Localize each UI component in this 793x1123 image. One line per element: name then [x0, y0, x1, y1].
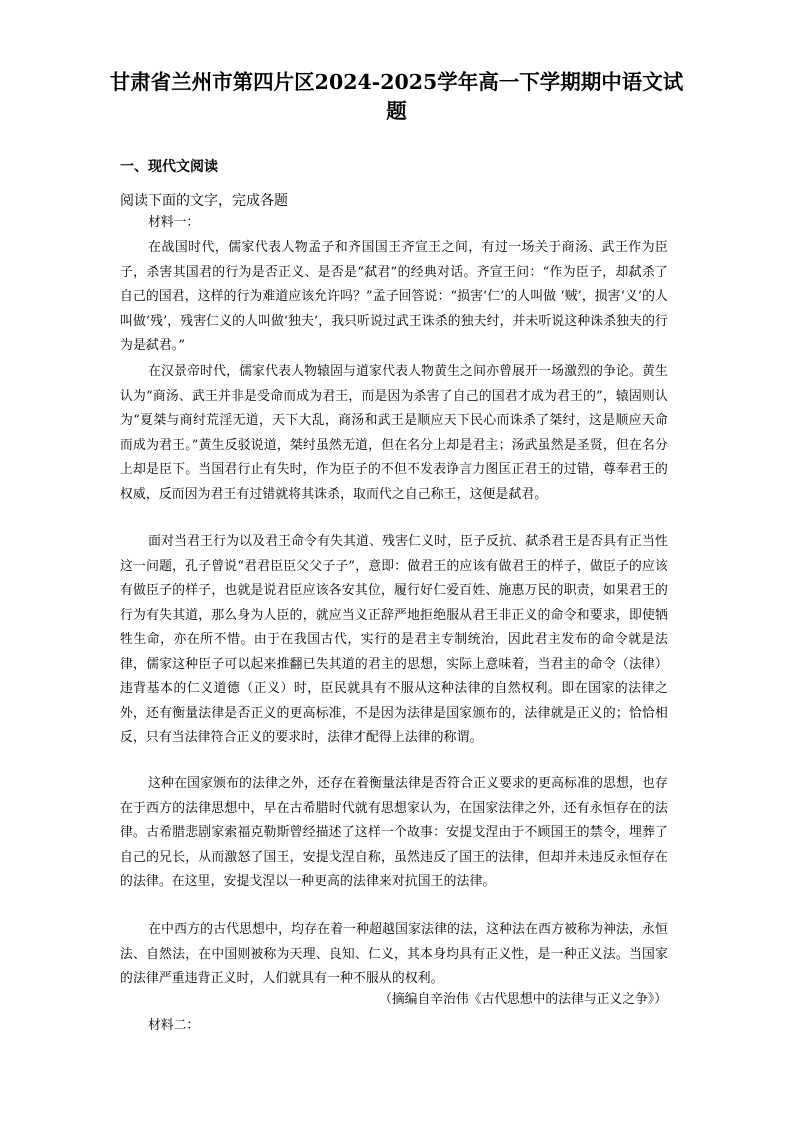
document-title: 甘肃省兰州市第四片区2024-2025学年高一下学期期中语文试题: [109, 70, 684, 123]
paragraph-5: 在中西方的古代思想中，均存在着一种超越国家法律的法，这种法在西方被称为神法，永恒法、自然法，在中国则被称为天理、良知、仁义，其本身均具有正义性，是一种正义法。当国家的法律严重违背正义时，人们就具有一种不服从的权利。: [120, 922, 668, 986]
paragraph-4: 这种在国家颁布的法律之外，还存在着衡量法律是否符合正义要求的更高标准的思想，也存在于西方的法律思想中，早在古希腊时代就有思想家认为，在国家法律之外，还有永恒存在的法律。古希腊悲剧家索福克勒斯曾经描述了这样一个故事：安提戈涅由于不顾国王的禁令，埋葬了自己的兄长，从而激怒了国王，安提戈涅自称，虽然违反了国王的法律，但却并未违反永恒存在的法律。在这里，安提戈涅以一种更高的法律来对抗国王的法律。: [120, 776, 668, 889]
paragraph-1: 在战国时代，儒家代表人物孟子和齐国国王齐宣王之间，有过一场关于商汤、武王作为臣子，杀害其国君的行为是否正义、是否是“弑君”的经典对话。齐宣王问：“作为臣子，却弑杀了自己的国君，这样的行为难道应该允许吗？”孟子回答说：“损害‘仁’的人叫做 ‘贼’，损害‘义’的人叫做‘残’，残害仁义的人叫做‘独夫’，我只听说过武王诛杀的独夫纣，并未听说这种诛杀独夫的行为是弑君。”: [120, 240, 668, 353]
paragraph-2: 在汉景帝时代，儒家代表人物辕固与道家代表人物黄生之间亦曾展开一场激烈的争论。黄生认为“商汤、武王并非是受命而成为君王，而是因为杀害了自己的国君才成为君王的”，辕固则认为“夏桀与商纣荒淫无道，天下大乱，商汤和武王是顺应天下民心而诛杀了桀纣，这是顺应天命而成为君王。”黄生反驳说道，桀纣虽然无道，但在名分上却是君主；汤武虽然是圣贤，但在名分上却是臣下。当国君行止有失时，作为臣子的不但不发表诤言力图匡正君王的过错，尊奉君王的权威，反而因为君王有过错就将其诛杀，取而代之自己称王，这便是弑君。: [120, 364, 668, 502]
source-citation: （摘编自辛治伟《古代思想中的法律与正义之争》）: [379, 992, 667, 1007]
section-heading: 一、现代文阅读: [120, 159, 218, 175]
material-two-label: 材料二：: [148, 1018, 200, 1033]
paragraph-3: 面对当君王行为以及君王命令有失其道、残害仁义时，臣子反抗、弑杀君王是否具有正当性这一问题，孔子曾说“君君臣臣父父子子”，意即：做君王的应该有做君王的样子，做臣子的应该有做臣子的样子，也就是说君臣应该各安其位，履行好仁爱百姓、施惠万民的职责，如果君王的行为有失其道，那么身为人臣的，就应当义正辞严地拒绝服从君王非正义的命令和要求，即使牺牲生命，亦在所不惜。由于在我国古代，实行的是君主专制统治，因此君主发布的命令就是法律，儒家这种臣子可以起来推翻已失其道的君主的思想，实际上意味着，当君主的命令（法律）违背基本的仁义道德（正义）时，臣民就具有不服从这种法律的自然权利。即在国家的法律之外，还有衡量法律是否正义的更高标准，不是因为法律是国家颁布的，法律就是正义的；恰恰相反，只有当法律符合正义的要求时，法律才配得上法律的称谓。: [120, 534, 668, 745]
material-one-label: 材料一：: [148, 215, 200, 230]
reading-instruction: 阅读下面的文字，完成各题: [120, 193, 288, 209]
